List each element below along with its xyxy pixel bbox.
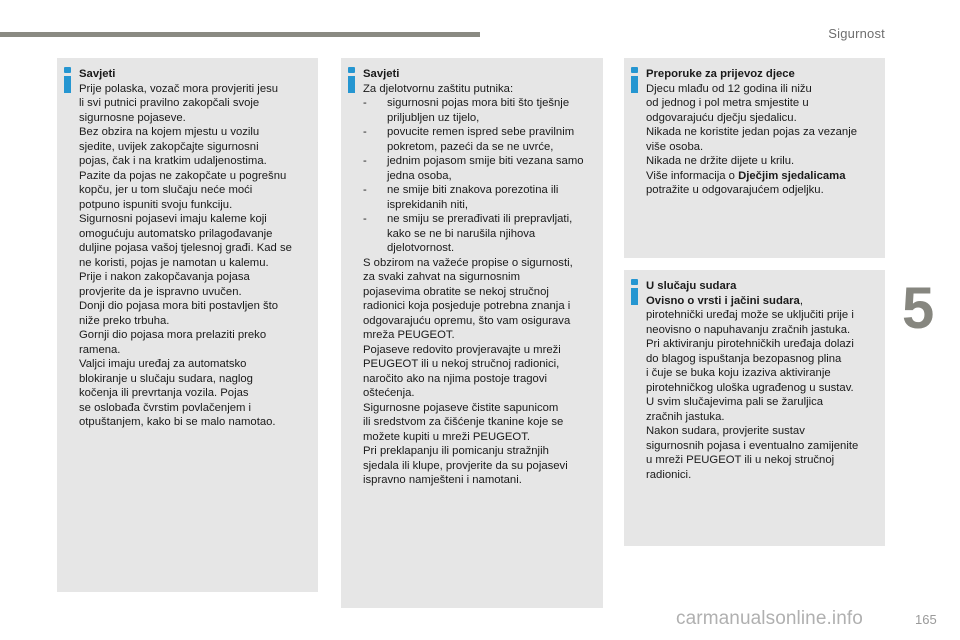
bullet-dash: - [363,184,367,196]
text-line: Donji dio pojasa mora biti postavljen što [79,300,279,312]
reference-link-text: Dječjim sjedalicama [738,169,846,182]
box-subtitle [646,294,881,309]
text-line: radionici. [646,468,692,481]
box-title: Preporuke za prijevoz djece [646,68,795,80]
text-line: omogućuju automatsko prilagođavanje [79,227,273,240]
bullet-item [363,183,599,212]
chapter-number: 5 [902,276,935,341]
tips-box-effective-protection [341,58,603,608]
text-line: pirotehničkog uloška ugrađenog u sustav. [646,381,854,394]
box-title: Savjeti [79,68,116,80]
bullet-line: ne smiju se prerađivati ili prepravljati, [387,213,573,225]
text-line: sigurnosnih pojasa i eventualno zamijenite [646,439,859,452]
text-line: Nakon sudara, provjerite sustav [646,425,805,437]
section-title: Sigurnost [828,26,885,41]
text-line: od jednog i pol metra smjestite u [646,97,809,109]
text-line: pirotehnički uređaj može se uključiti prije i [646,309,854,321]
box-text [646,82,881,169]
text-line: potpuno ispuniti svoju funkciju. [79,198,233,211]
bullet-dash: - [363,155,367,167]
text-line: mreža PEUGEOT. [363,329,455,341]
text-line: Gornji dio pojasa mora prelaziti preko [79,329,267,341]
bullet-item [363,96,599,125]
text-line: pojasevima obratite se nekoj stručnoj [363,285,549,298]
text-line: za svaki zahvat na sigurnosnim [363,271,520,283]
bullet-line: priljubljen uz tijelo, [387,111,480,124]
box-content [363,67,599,488]
text-line: zračnih jastuka. [646,410,725,423]
collision-box [624,270,885,546]
reference-line-end: potražite u odgovarajućem odjeljku. [646,184,824,196]
bullet-dash: - [363,126,367,138]
reference-line [646,169,881,184]
text-line: možete kupiti u mreži PEUGEOT. [363,430,530,443]
bullet-line: jedna osoba, [387,169,452,182]
tips-box-seatbelt-check [57,58,318,592]
header-bar [0,32,480,37]
text-line: Sigurnosni pojasevi imaju kaleme koji [79,213,267,225]
box-text [646,308,881,482]
text-line: sjedala ili klupe, provjerite da su pojasevi [363,459,568,472]
text-line: kočenja ili prevrtanja vozila. Pojas [79,387,249,399]
text-line: odgovarajuću opremu, što vam osigurava [363,314,571,327]
text-line: odgovarajuću dječju sjedalicu. [646,111,797,124]
bullet-line: pokretom, pazeći da se ne uvrće, [387,140,554,153]
text-line: naročito ako na njima postoje tragovi [363,372,547,385]
text-line: Pojaseve redovito provjeravajte u mreži [363,343,561,356]
text-line: sigurnosne pojaseve. [79,111,186,124]
text-line: u mreži PEUGEOT ili u nekoj stručnoj [646,454,835,466]
text-line: Valjci imaju uređaj za automatsko [79,358,247,370]
text-line: ramena. [79,343,121,356]
text-line: ispravno namješteni i namotani. [363,474,522,486]
info-icon [63,67,73,93]
text-line: provjerite da je ispravno uvučen. [79,285,242,298]
text-line: ili sredstvom za čišćenje tkanine koje se [363,416,564,428]
text-line: oštećenja. [363,387,415,399]
box-content [646,67,881,198]
text-line: niže preko trbuha. [79,314,170,327]
bullet-line: ne smije biti znakova porezotina ili [387,184,559,196]
bullet-line: jednim pojasom smije biti vezana samo [387,155,584,167]
box-intro: Za djelotvornu zaštitu putnika: [363,82,514,95]
text-line: Prije polaska, vozač mora provjeriti jesu [79,82,279,95]
text-line: blokiranje u slučaju sudara, naglog [79,372,253,385]
text-line: neovisno o napuhavanju zračnih jastuka. [646,323,851,336]
box-content [646,279,881,482]
box-title: U slučaju sudara [646,280,737,292]
text-line: Djecu mlađu od 12 godina ili nižu [646,82,812,95]
bullet-item [363,125,599,154]
bullet-list [363,96,599,256]
watermark: carmanualsonline.info [676,608,863,629]
text-line: više osoba. [646,140,704,153]
subtitle-rest: , [799,294,803,307]
text-line: Nikada ne koristite jedan pojas za vezanje [646,126,858,138]
info-icon [630,67,640,93]
text-line: otpuštanjem, kako bi se malo namotao. [79,416,276,428]
text-line: pojas, čak i na kratkim udaljenostima. [79,155,267,167]
info-icon [347,67,357,93]
box-text [363,256,599,488]
text-line: Sigurnosne pojaseve čistite sapunicom [363,401,559,414]
reference-prefix: Više informacija o [646,169,739,182]
text-line: S obzirom na važeće propise o sigurnosti, [363,256,573,269]
bullet-line: isprekidanih niti, [387,198,469,211]
text-line: i čuje se buka koju izaziva aktiviranje [646,367,831,379]
text-line: Prije i nakon zakopčavanja pojasa [79,271,250,283]
text-line: ne koristi, pojas je namotan u kalemu. [79,256,269,269]
text-line: duljine pojasa vašoj tjelesnoj građi. Kad se [79,242,292,254]
bullet-line: kako se ne bi narušila njihova [387,227,536,240]
box-title: Savjeti [363,68,400,80]
text-line: PEUGEOT ili u nekoj stručnoj radionici, [363,358,560,370]
text-line: do blagog ispuštanja bezopasnog plina [646,352,842,365]
text-line: Pri preklapanju ili pomicanju stražnjih [363,445,549,457]
bullet-line: povucite remen ispred sebe pravilnim [387,126,575,138]
bullet-dash: - [363,97,367,109]
text-line: U svim slučajevima pali se žaruljica [646,396,824,408]
text-line: Pazite da pojas ne zakopčate u pogrešnu [79,169,287,182]
text-line: li svi putnici pravilno zakopčali svoje [79,97,260,109]
text-line: Nikada ne držite dijete u krilu. [646,155,795,167]
bullet-item [363,154,599,183]
info-icon [630,279,640,305]
box-content [79,67,314,430]
bullet-dash: - [363,213,367,225]
child-transport-box [624,58,885,258]
bullet-line: djelotvornost. [387,242,455,254]
box-text [79,82,314,430]
bullet-item [363,212,599,256]
text-line: Pri aktiviranju pirotehničkih uređaja dolazi [646,338,854,350]
text-line: Bez obzira na kojem mjestu u vozilu [79,126,260,138]
text-line: radionici koja posjeduje potrebna znanja i [363,300,571,312]
text-line: kopču, jer u tom slučaju neće moći [79,184,253,196]
subtitle-bold: Ovisno o vrsti i jačini sudara [646,294,800,307]
text-line: sjedite, uvijek zakopčajte sigurnosni [79,140,259,153]
page-number: 165 [915,612,937,627]
text-line: se oslobađa čvrstim povlačenjem i [79,401,252,414]
bullet-line: sigurnosni pojas mora biti što tješnje [387,97,570,109]
